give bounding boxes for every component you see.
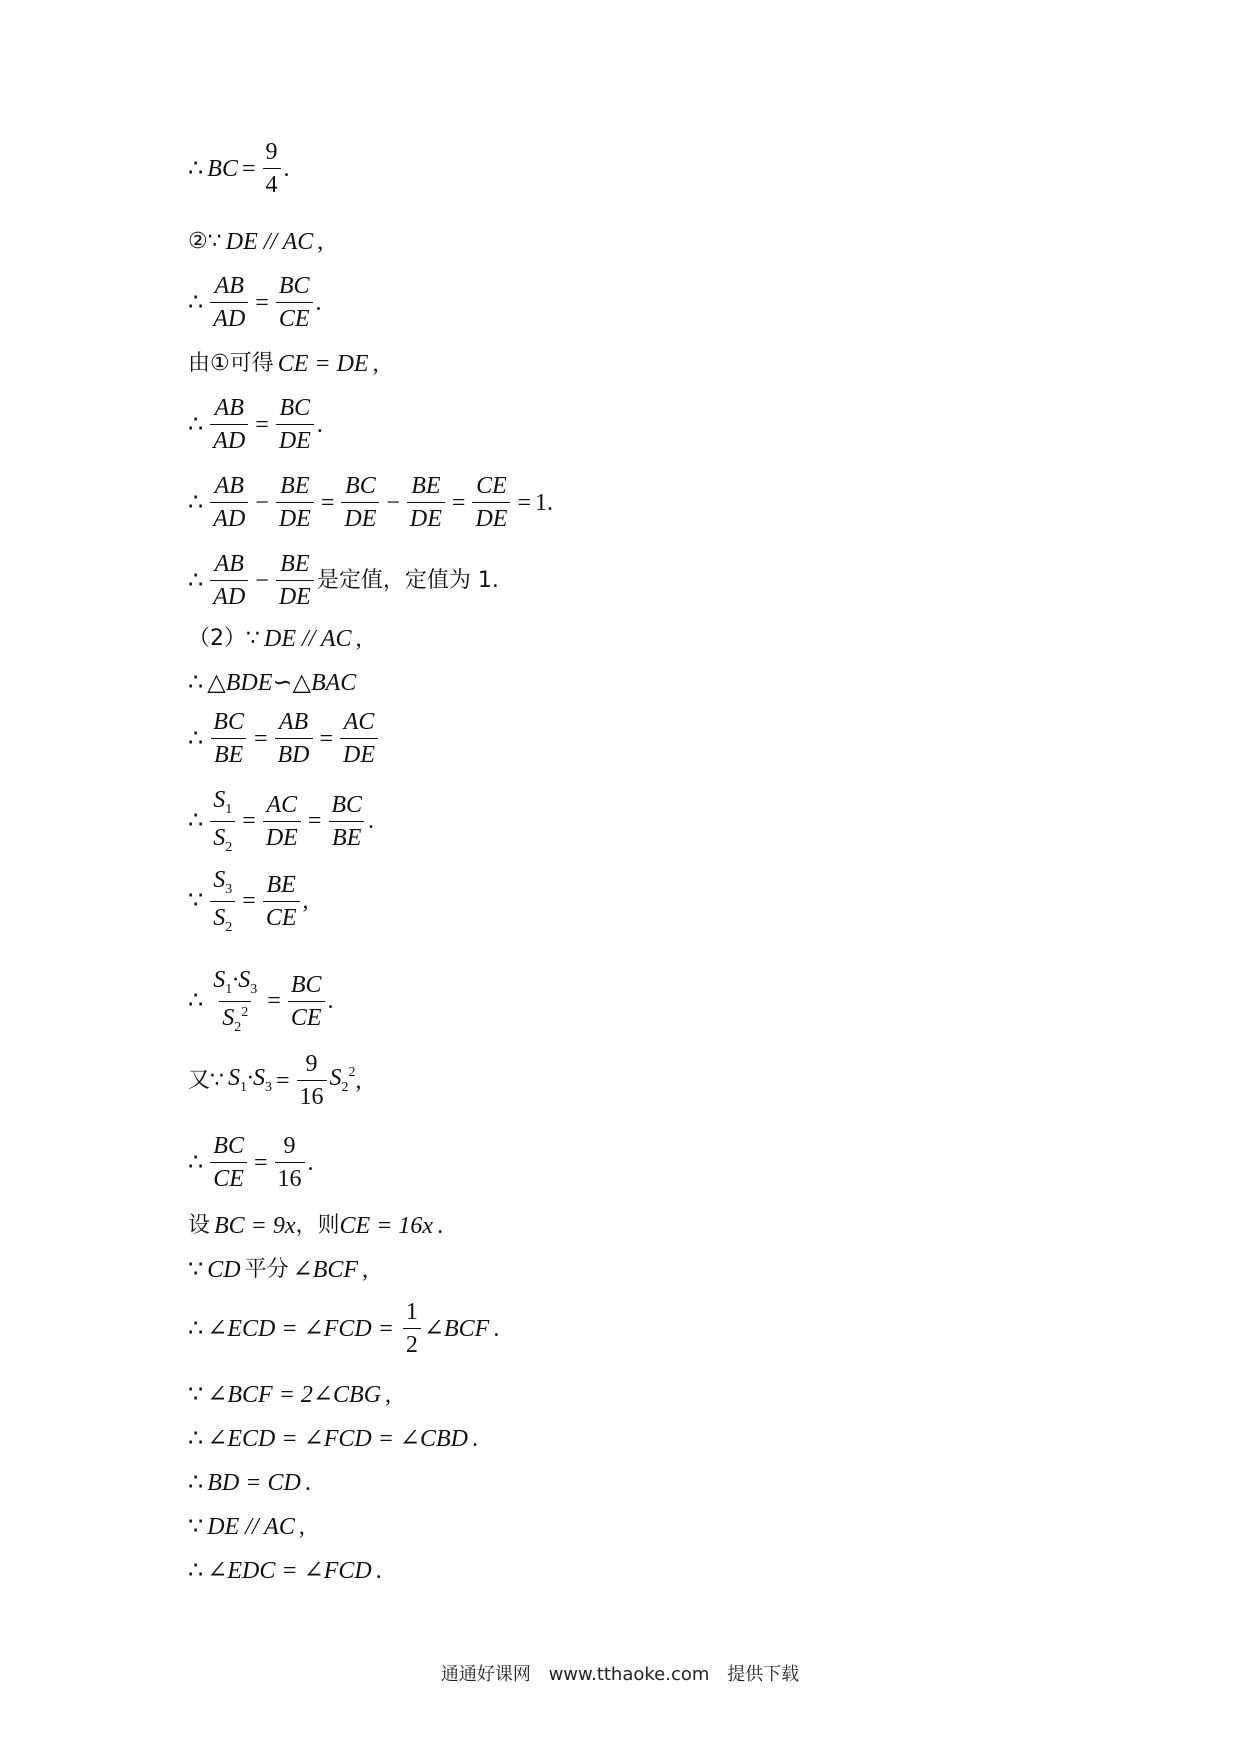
line-prefix: （2）∵ — [188, 626, 260, 651]
equals-sign: = — [253, 1149, 268, 1176]
math-expression: △BDE∽△BAC — [207, 670, 357, 696]
denominator: DE — [341, 502, 379, 531]
line-prefix: 又∵ — [188, 1067, 224, 1093]
math-expression: DE // AC — [264, 626, 352, 652]
numerator: AC — [266, 791, 298, 818]
denominator: DE — [276, 424, 314, 453]
therefore-symbol: ∴ — [188, 1315, 204, 1342]
period: . — [316, 411, 323, 438]
line-prefix: 由①可得 — [188, 351, 274, 376]
numerator: 9 — [305, 1051, 318, 1077]
solution-line-10 — [188, 710, 381, 767]
solution-line-14 — [188, 1052, 362, 1109]
fraction — [407, 474, 445, 531]
denominator: CE — [210, 1162, 247, 1191]
comma: , — [302, 888, 309, 915]
numerator: AB — [214, 551, 244, 577]
comma: , — [385, 1382, 392, 1408]
solution-line-7 — [188, 552, 499, 609]
numerator: AC — [343, 709, 375, 735]
numerator: BE — [411, 473, 441, 499]
denominator: CE — [276, 302, 313, 331]
equals-sign: = — [451, 489, 466, 516]
denominator: BD — [275, 738, 313, 767]
fraction — [341, 474, 379, 531]
therefore-symbol: ∴ — [188, 808, 204, 835]
solution-line-21 — [188, 1471, 311, 1495]
footer-site-name: 通通好课网 — [440, 1664, 531, 1685]
denominator: $S_2$ — [210, 901, 235, 935]
solution-line-19 — [188, 1383, 391, 1407]
because-symbol: ∵ — [188, 1382, 204, 1408]
fraction — [210, 552, 248, 609]
therefore-symbol: ∴ — [188, 1149, 204, 1176]
denominator: AD — [210, 302, 248, 331]
numerator: $S_1$ — [213, 787, 233, 817]
solution-line-4 — [188, 352, 379, 376]
math-expression: CE = 16x — [339, 1213, 434, 1239]
therefore-symbol: ∴ — [188, 988, 204, 1015]
numerator: BE — [280, 551, 310, 577]
period: . — [307, 1149, 314, 1176]
numerator: 1 — [405, 1299, 418, 1325]
solution-line-2 — [188, 230, 323, 254]
fraction — [276, 274, 313, 331]
therefore-symbol: ∴ — [188, 411, 204, 438]
comma: , — [355, 626, 362, 652]
solution-line-20 — [188, 1427, 478, 1451]
numerator: BC — [345, 473, 376, 499]
period: . — [283, 155, 290, 182]
denominator: 2 — [403, 1328, 421, 1357]
denominator: DE — [263, 821, 301, 850]
math-term: $S_2^2$ — [329, 1065, 356, 1095]
equals-sign: = — [319, 725, 334, 752]
numerator: BC — [290, 971, 322, 998]
connector-text: ，则 — [295, 1213, 340, 1238]
therefore-symbol: ∴ — [188, 1470, 204, 1496]
solution-line-17 — [188, 1258, 368, 1282]
numerator: AB — [278, 709, 309, 735]
fraction — [276, 474, 314, 531]
solution-line-16 — [188, 1214, 443, 1238]
denominator: CE — [263, 901, 300, 930]
fraction — [210, 396, 248, 453]
equals-sign: = — [242, 888, 256, 915]
fraction — [276, 396, 314, 453]
math-expression: BD = CD — [207, 1470, 301, 1496]
therefore-symbol: ∴ — [188, 567, 204, 594]
footer-url[interactable]: www.tthaoke.com — [548, 1664, 710, 1685]
period: . — [547, 489, 554, 516]
numerator: $S_3$ — [213, 867, 233, 897]
math-expression: BC = 9x — [214, 1213, 296, 1239]
solution-line-11 — [188, 788, 374, 855]
denominator: AD — [210, 502, 248, 531]
therefore-symbol: ∴ — [188, 155, 204, 182]
therefore-symbol: ∴ — [188, 725, 204, 752]
denominator: BE — [211, 738, 246, 767]
period: . — [493, 1315, 500, 1342]
equals-sign: = — [241, 155, 256, 182]
equals-sign: = — [255, 411, 269, 438]
math-expression: ∠BCF = 2∠CBG — [207, 1382, 382, 1408]
because-symbol: ∵ — [188, 1257, 204, 1283]
fraction — [288, 973, 325, 1030]
because-symbol: ∵ — [188, 1514, 204, 1540]
solution-line-23 — [188, 1559, 382, 1583]
therefore-symbol: ∴ — [188, 289, 204, 316]
math-expression: ∠ECD = ∠FCD = ∠CBD — [207, 1426, 468, 1452]
numerator: BE — [266, 871, 296, 898]
denominator: DE — [407, 502, 445, 531]
equals-sign: = — [242, 808, 256, 835]
period: . — [315, 289, 322, 316]
numerator: BC — [278, 273, 310, 299]
denominator: DE — [340, 738, 378, 767]
fraction — [275, 1134, 305, 1191]
conclusion-text: 是定值，定值为 1. — [316, 567, 499, 593]
solution-line-5 — [188, 396, 323, 453]
solution-line-3 — [188, 274, 322, 331]
denominator: $S_2$ — [210, 821, 235, 855]
comma: , — [298, 1514, 305, 1540]
math-expression: DE // AC — [225, 229, 314, 255]
because-symbol: ∵ — [188, 888, 204, 915]
solution-line-12 — [188, 868, 309, 935]
equals-sign: = — [320, 489, 335, 516]
solution-line-13 — [188, 968, 334, 1035]
denominator: DE — [276, 580, 314, 609]
period: . — [327, 988, 334, 1015]
fraction — [297, 1052, 327, 1109]
equals-sign: = — [253, 725, 268, 752]
denominator: AD — [210, 424, 248, 453]
denominator: 16 — [297, 1080, 327, 1109]
therefore-symbol: ∴ — [188, 670, 204, 696]
result-value: 1 — [535, 489, 548, 516]
denominator: AD — [210, 580, 248, 609]
denominator: 4 — [263, 168, 281, 197]
numerator: AB — [214, 473, 244, 499]
fraction — [210, 1134, 247, 1191]
comma: , — [372, 351, 379, 377]
fraction — [263, 793, 301, 850]
math-expression: DE // AC — [207, 1514, 295, 1540]
numerator: 9 — [265, 139, 278, 165]
comma: , — [362, 1257, 369, 1283]
fraction — [340, 710, 378, 767]
equals-sign: = — [267, 988, 281, 1015]
fraction — [210, 968, 260, 1035]
fraction — [210, 474, 248, 531]
solution-line-18 — [188, 1300, 499, 1357]
numerator: BE — [280, 473, 310, 499]
numerator: CE — [476, 473, 507, 499]
fraction — [210, 868, 235, 935]
period: . — [472, 1426, 478, 1452]
equals-sign: = — [307, 808, 322, 835]
math-expression: ∠ECD = ∠FCD = — [207, 1315, 400, 1342]
comma: , — [317, 229, 324, 255]
fraction — [210, 710, 247, 767]
math-term: $S_1\cdot S_3$ — [228, 1065, 272, 1095]
numerator: AB — [214, 273, 244, 299]
numerator: 9 — [283, 1133, 296, 1159]
period: . — [304, 1470, 311, 1496]
solution-line-6 — [188, 474, 553, 531]
math-term: CD — [207, 1257, 241, 1283]
denominator: DE — [276, 502, 314, 531]
math-term: ∠BCF — [292, 1257, 359, 1283]
therefore-symbol: ∴ — [188, 1558, 204, 1584]
denominator: CE — [288, 1001, 325, 1030]
fraction — [403, 1300, 421, 1357]
fraction — [472, 474, 510, 531]
denominator: DE — [472, 502, 510, 531]
denominator: BE — [329, 821, 364, 850]
period: . — [368, 808, 375, 835]
minus-sign: − — [255, 489, 269, 516]
fraction — [210, 788, 235, 855]
denominator: 16 — [275, 1162, 305, 1191]
footer-download-text: 提供下载 — [727, 1664, 800, 1685]
minus-sign: − — [255, 567, 269, 594]
solution-line-15 — [188, 1134, 314, 1191]
fraction — [275, 710, 313, 767]
solution-line-22 — [188, 1515, 305, 1539]
denominator: $S_2^2$ — [219, 1001, 251, 1035]
solution-line-9 — [188, 671, 356, 695]
period: . — [375, 1558, 382, 1584]
therefore-symbol: ∴ — [188, 489, 204, 516]
line-prefix: 设 — [188, 1213, 211, 1238]
numerator: AB — [214, 395, 244, 421]
fraction — [328, 793, 365, 850]
numerator: $S_1\cdot S_3$ — [213, 967, 258, 997]
line-prefix: ②∵ — [188, 229, 222, 254]
math-term: ∠BCF — [423, 1315, 490, 1342]
fraction — [263, 140, 281, 197]
equals-sign: = — [517, 489, 532, 516]
equals-sign: = — [276, 1067, 290, 1094]
page-footer — [0, 1660, 1240, 1686]
numerator: BC — [213, 1133, 244, 1159]
fraction — [276, 552, 314, 609]
math-expression: ∠EDC = ∠FCD — [207, 1558, 372, 1584]
equals-sign: = — [255, 289, 269, 316]
minus-sign: − — [386, 489, 400, 516]
fraction — [210, 274, 248, 331]
fraction — [263, 873, 300, 930]
comma: , — [355, 1067, 362, 1094]
period: . — [437, 1213, 444, 1239]
solution-line-8 — [188, 627, 362, 651]
math-expression: CE = DE — [277, 351, 369, 377]
solution-line-1 — [188, 140, 290, 197]
numerator: BC — [279, 395, 311, 421]
math-term: BC — [207, 155, 238, 182]
therefore-symbol: ∴ — [188, 1426, 204, 1452]
numerator: BC — [213, 709, 244, 735]
connector-text: 平分 — [244, 1257, 289, 1282]
numerator: BC — [331, 791, 363, 818]
